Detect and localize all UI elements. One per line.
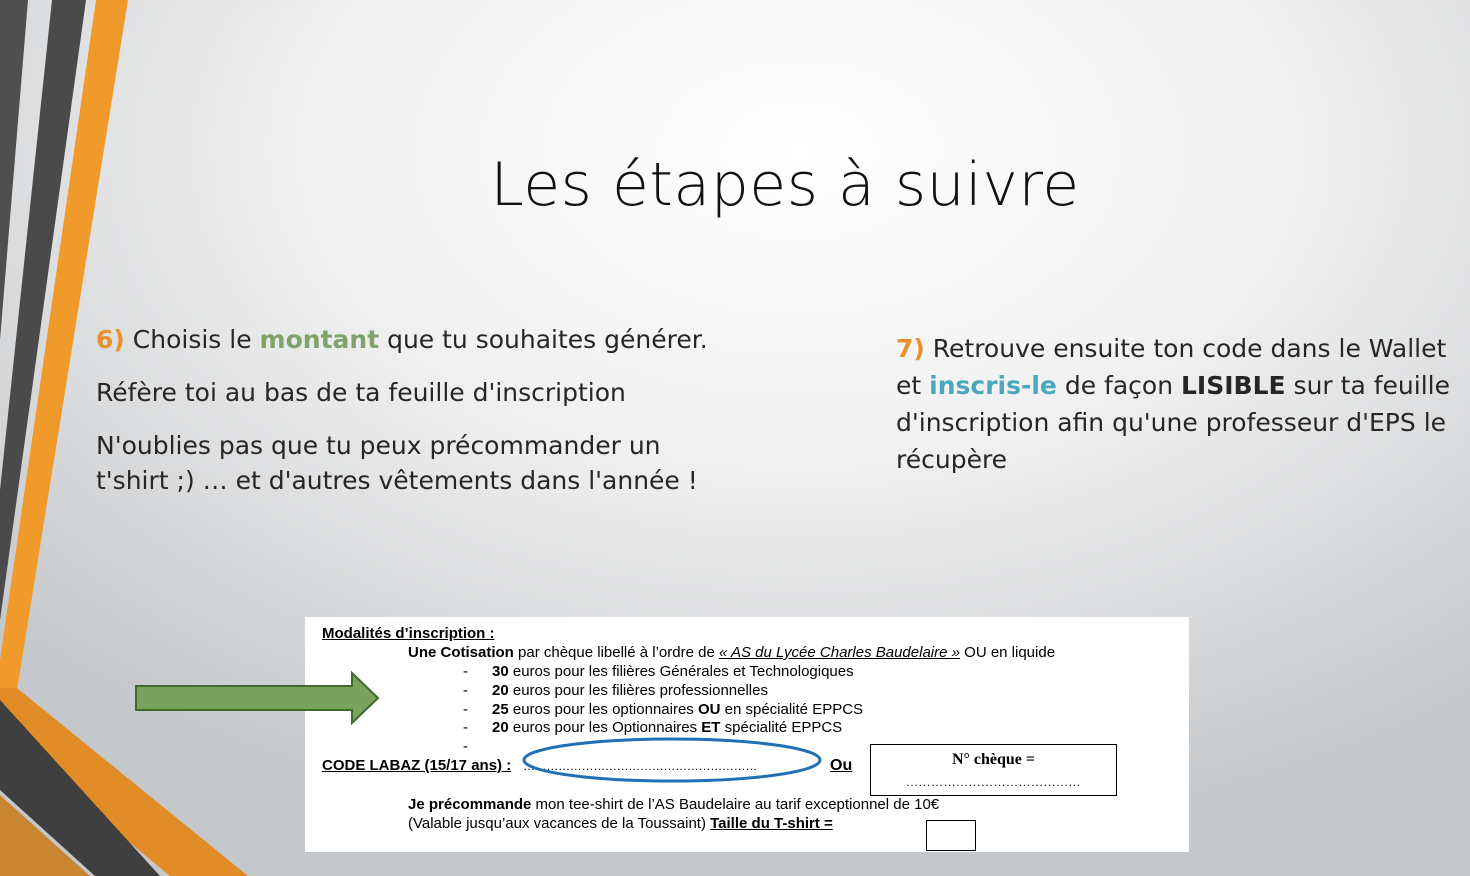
step-6-text-b: que tu souhaites générer. — [379, 325, 708, 354]
item-text: euros pour les filières Générales et Technologiques — [508, 663, 854, 680]
step-7-number: 7) — [896, 334, 925, 363]
montant-highlight: montant — [259, 325, 380, 354]
tshirt-size-box — [926, 820, 976, 851]
lisible-bold: LISIBLE — [1181, 371, 1286, 400]
green-arrow-icon — [134, 670, 384, 730]
cotisation-order: « AS du Lycée Charles Baudelaire » — [718, 644, 960, 661]
list-dash: - — [463, 738, 468, 755]
highlight-circle-icon — [520, 735, 830, 785]
form-heading: Modalités d’inscription : — [322, 625, 495, 642]
tshirt-bold: Je précommande — [408, 796, 532, 813]
cotisation-text: par chèque libellé à l’ordre de — [513, 644, 719, 661]
validity-line — [408, 815, 833, 833]
step-6-line-3: N'oublies pas que tu peux précommander un t'shirt ;) … et d'autres vêtements dans l'année ! — [96, 431, 698, 495]
step-7-text-a: Retrouve ensuite ton code dans le Wallet et — [896, 334, 1447, 400]
item-amount: 25 — [492, 701, 509, 718]
cheque-dots: …………………………………… — [906, 775, 1081, 789]
inscris-le-highlight: inscris-le — [929, 371, 1057, 400]
code-labaz-label: CODE LABAZ (15/17 ans) : — [322, 757, 512, 774]
step-6-block — [96, 322, 736, 516]
list-dash: - — [463, 682, 468, 699]
list-dash: - — [463, 719, 468, 736]
code-labaz-dots: …………………………………………………… — [523, 759, 758, 773]
list-dash: - — [463, 663, 468, 680]
item-text: euros pour les filières professionnelles — [508, 682, 768, 699]
slide-title: Les étapes à suivre — [490, 150, 1080, 220]
item-amount: 20 — [492, 719, 509, 736]
step-6-line-2: Réfère toi au bas de ta feuille d'inscription — [96, 378, 626, 407]
step-7-text-b: de façon — [1056, 371, 1181, 400]
item-text: euros pour les Optionnaires — [508, 719, 702, 736]
item-text-end: spécialité EPPCS — [720, 719, 843, 736]
step-7-block — [896, 330, 1456, 478]
step-6-text-a: Choisis le — [124, 325, 260, 354]
cotisation-line — [408, 644, 1055, 662]
step-6-line-1 — [96, 322, 736, 357]
item-amount: 20 — [492, 682, 509, 699]
cotisation-end: OU en liquide — [959, 644, 1056, 661]
step-6-number: 6) — [96, 325, 125, 354]
item-bold: ET — [701, 719, 721, 736]
list-item — [492, 682, 768, 700]
tshirt-text: mon tee-shirt de l’AS Baudelaire au tarif exceptionnel de 10€ — [531, 796, 940, 813]
cheque-number-box — [870, 744, 1117, 796]
item-text-end: en spécialité EPPCS — [720, 701, 864, 718]
item-bold: OU — [697, 701, 721, 718]
step-7-text-c: sur ta feuille d'inscription afin qu'une professeur d'EPS le récupère — [896, 371, 1450, 474]
cotisation-bold: Une Cotisation — [408, 644, 514, 661]
size-label: Taille du T-shirt = — [710, 815, 833, 832]
tshirt-line — [408, 796, 939, 814]
ou-label: Ou — [830, 757, 853, 774]
validity-text: (Valable jusqu’aux vacances de la Toussaint) — [408, 815, 711, 832]
item-text: euros pour les optionnaires — [508, 701, 698, 718]
list-item — [492, 663, 854, 681]
cheque-label: N° chèque = — [951, 751, 1036, 768]
list-item — [492, 701, 863, 719]
list-dash: - — [463, 701, 468, 718]
item-amount: 30 — [492, 663, 509, 680]
